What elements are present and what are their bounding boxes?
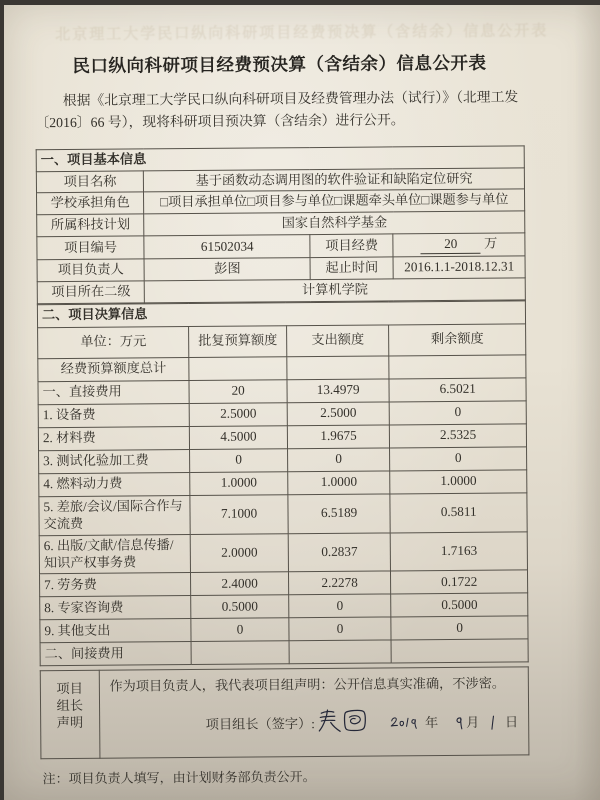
paper-photo bbox=[4, 5, 600, 800]
declaration-label-line: 组长 bbox=[56, 698, 84, 714]
program-label: 所属科技计划 bbox=[37, 214, 145, 237]
role-checkbox-options: □项目承担单位□项目参与单位□课题牵头单位□课题参与单位 bbox=[144, 189, 525, 214]
intro-paragraph bbox=[35, 86, 524, 135]
row-label: 2. 材料费 bbox=[38, 426, 189, 450]
budget-cell: 1.0000 bbox=[190, 472, 288, 496]
spent-cell: 0.2837 bbox=[288, 533, 391, 573]
spent-cell: 2.5000 bbox=[287, 402, 390, 426]
project-no-value: 61502034 bbox=[144, 235, 310, 259]
remain-cell: 6.5021 bbox=[389, 378, 526, 402]
basic-info-table bbox=[36, 145, 526, 304]
row-label: 7. 劳务费 bbox=[39, 573, 190, 597]
declaration-body bbox=[99, 667, 529, 758]
spent-cell: 0 bbox=[289, 594, 392, 618]
budget-cell: 0 bbox=[191, 618, 289, 642]
budget-table bbox=[37, 300, 529, 666]
spent-cell: 1.9675 bbox=[287, 425, 390, 449]
program-value: 国家自然科学基金 bbox=[144, 211, 525, 236]
row-label: 8. 专家咨询费 bbox=[40, 596, 191, 620]
handwritten-signature bbox=[317, 696, 367, 744]
budget-cell: 7.1000 bbox=[190, 495, 288, 535]
row-label: 5. 差旅/会议/国际合作与交流费 bbox=[39, 495, 191, 535]
budget-cell: 20 bbox=[189, 380, 287, 404]
section2-header: 二、项目决算信息 bbox=[37, 301, 525, 328]
funding-label: 项目经费 bbox=[310, 234, 393, 258]
remain-cell: 0 bbox=[389, 401, 526, 425]
bleedthrough-ghost-text: 北京理工大学民口纵向科研项目经费预决算（含结余）信息公开表 bbox=[55, 23, 549, 44]
form-content bbox=[35, 1, 530, 787]
budget-column-header-row bbox=[38, 324, 526, 359]
unit-column-header: 单位：万元 bbox=[38, 326, 190, 358]
row-label: 1. 设备费 bbox=[38, 403, 189, 427]
handwritten-day bbox=[489, 708, 496, 738]
budget-cell: 2.4000 bbox=[191, 572, 289, 596]
handwritten-year bbox=[389, 709, 423, 739]
spent-cell: 6.5189 bbox=[288, 494, 391, 534]
funding-value-cell bbox=[393, 233, 525, 257]
duration-value: 2016.1.1-2018.12.31 bbox=[393, 256, 525, 279]
remaining-column-header: 剩余额度 bbox=[389, 324, 526, 356]
page-title: 民口纵向科研项目经费预决算（含结余）信息公开表 bbox=[72, 52, 487, 76]
budget-cell: 0 bbox=[190, 449, 288, 473]
table-row bbox=[40, 639, 528, 666]
intro-line2: 〔2016〕66 号），现将科研项目预决算（含结余）进行公开。 bbox=[35, 112, 405, 131]
project-name-value: 基于函数动态调用图的软件验证和缺陷定位研究 bbox=[144, 167, 525, 192]
table-row bbox=[39, 532, 527, 575]
declaration-label-line: 声明 bbox=[56, 715, 84, 731]
remain-cell: 0.5811 bbox=[390, 493, 527, 533]
month-char: 月 bbox=[466, 714, 480, 730]
remain-cell bbox=[389, 355, 526, 379]
intro-line1: 根据《北京理工大学民口纵向科研项目及经费管理办法（试行）》（北理工发 bbox=[62, 89, 519, 109]
spent-cell: 1.0000 bbox=[288, 471, 391, 495]
section1-header: 一、项目基本信息 bbox=[36, 146, 524, 172]
sign-label: 项目组长（签字）: bbox=[205, 715, 315, 732]
declaration-block bbox=[40, 667, 530, 760]
pi-label: 项目负责人 bbox=[37, 259, 145, 282]
signature-line bbox=[110, 697, 519, 752]
day-char: 日 bbox=[504, 714, 519, 730]
dept-value: 计算机学院 bbox=[145, 278, 526, 303]
declaration-statement: 作为项目负责人，我代表项目组声明：公开信息真实准确，不涉密。 bbox=[109, 676, 506, 695]
remain-cell: 1.0000 bbox=[390, 470, 527, 494]
project-name-label: 项目名称 bbox=[36, 170, 144, 193]
budget-cell bbox=[191, 641, 289, 665]
budget-cell bbox=[189, 357, 287, 381]
remain-cell: 0.1722 bbox=[391, 570, 528, 594]
spent-cell: 0 bbox=[287, 448, 390, 472]
spent-column-header: 支出额度 bbox=[286, 325, 389, 357]
spent-cell: 0 bbox=[289, 617, 392, 641]
remain-cell: 1.7163 bbox=[391, 532, 528, 572]
remain-cell: 2.5325 bbox=[390, 424, 527, 448]
spent-cell bbox=[287, 356, 390, 380]
remain-cell bbox=[391, 639, 528, 663]
funding-unit: 万 bbox=[484, 235, 498, 251]
remain-cell: 0.5000 bbox=[391, 593, 528, 617]
project-no-label: 项目编号 bbox=[37, 236, 145, 260]
budget-cell: 2.5000 bbox=[189, 403, 287, 427]
budget-cell: 0.5000 bbox=[191, 595, 289, 619]
spent-cell: 2.2278 bbox=[288, 571, 391, 595]
spent-cell: 13.4979 bbox=[287, 379, 390, 403]
funding-amount: 20 bbox=[421, 236, 481, 254]
duration-label: 起止时间 bbox=[310, 257, 393, 280]
year-char: 年 bbox=[424, 715, 439, 731]
row-label: 经费预算额度总计 bbox=[38, 357, 189, 381]
budget-cell: 2.0000 bbox=[190, 533, 288, 573]
row-label: 3. 测试化验加工费 bbox=[39, 449, 190, 473]
handwritten-month bbox=[454, 708, 464, 738]
table-row bbox=[40, 667, 529, 759]
declaration-label bbox=[40, 671, 99, 759]
dept-label: 项目所在二级 bbox=[37, 281, 145, 304]
pi-value: 彭图 bbox=[144, 258, 310, 281]
row-label: 4. 燃料动力费 bbox=[39, 472, 190, 496]
table-row bbox=[39, 493, 527, 536]
row-label: 一、直接费用 bbox=[38, 380, 189, 404]
role-label: 学校承担角色 bbox=[37, 192, 145, 215]
row-label: 二、间接费用 bbox=[40, 642, 191, 666]
budget-cell: 4.5000 bbox=[190, 426, 288, 450]
footnote: 注：项目负责人填写，由计划财务部负责公开。 bbox=[42, 769, 316, 787]
row-label: 6. 出版/文献/信息传播/知识产权事务费 bbox=[39, 534, 191, 574]
row-label: 9. 其他支出 bbox=[40, 619, 191, 643]
spent-cell bbox=[289, 640, 392, 664]
remain-cell: 0 bbox=[390, 447, 527, 471]
table-row bbox=[37, 278, 525, 304]
approved-budget-column-header: 批复预算额度 bbox=[189, 326, 287, 358]
remain-cell: 0 bbox=[391, 616, 528, 640]
declaration-label-line: 项目 bbox=[56, 681, 83, 697]
